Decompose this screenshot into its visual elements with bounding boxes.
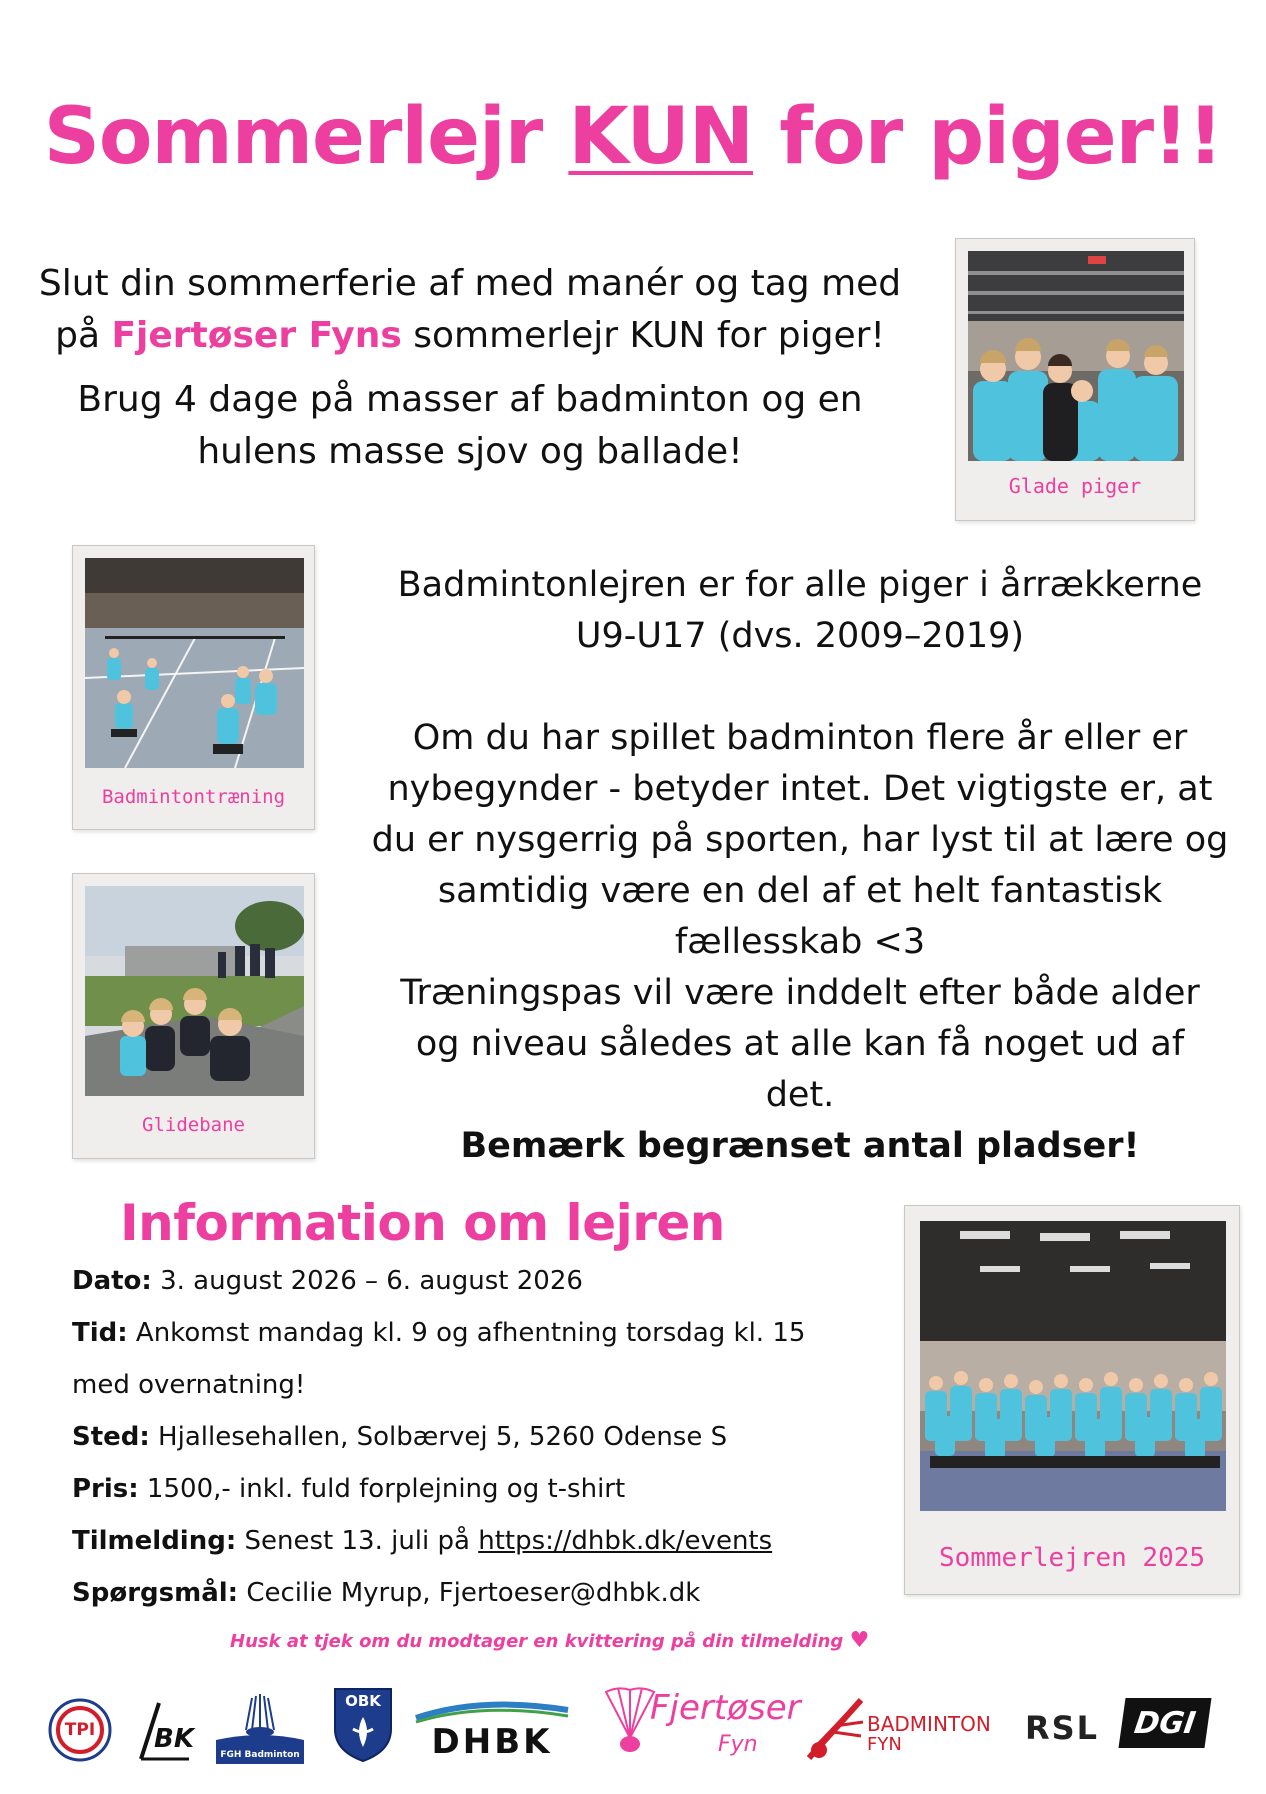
info-contact: Spørgsmål: Cecilie Myrup, Fjertoeser@dhbk.dk bbox=[72, 1578, 701, 1608]
club-name: Fjertøser Fyns bbox=[111, 315, 402, 356]
info-price: Pris: 1500,- inkl. fuld forplejning og t-shirt bbox=[72, 1474, 626, 1504]
intro-text: Slut din sommerferie af med manér og tag med på Fjertøser Fyns sommerlejr KUN for piger! Brug 4 dage på masser af badminton og en hulens masse sjov og ballade! bbox=[38, 263, 902, 472]
photo-glade-piger bbox=[955, 238, 1195, 521]
photo-caption: Glade piger bbox=[1008, 474, 1142, 498]
fjertoser-logo: Fjertøser Fyn bbox=[600, 1680, 780, 1770]
rsl-logo: RSL bbox=[1024, 1709, 1100, 1747]
reminder-text: Husk at tjek om du modtager en kvittering på din tilmelding ♥ bbox=[230, 1628, 870, 1653]
signup-link[interactable]: https://dhbk.dk/events bbox=[478, 1526, 773, 1556]
camp-description: Badmintonlejren er for alle piger i årrækkerne U9-U17 (dvs. 2009–2019) Om du har spillet badminton flere år eller er nybegynder - betyder intet. Det vigtigste er, at du er nysgerrig på sporten, har lyst til at lære og samtidig være en del af et helt fantastisk fællesskab <3 Træningspas vil være inddelt efter både alder og niveau således at alle kan få noget ud af det. Bemærk begrænset antal pladser! bbox=[350, 560, 1250, 1172]
tpi-logo: TPI bbox=[44, 1694, 116, 1766]
info-location: Sted: Hjallesehallen, Solbærvej 5, 5260 Odense S bbox=[72, 1422, 728, 1452]
club-logos bbox=[40, 1680, 1230, 1770]
obk-logo: OBK bbox=[330, 1684, 396, 1764]
lbk-logo: BK bbox=[132, 1698, 194, 1764]
info-list: Dato: 3. august 2026 – 6. august 2026 Tid: Ankomst mandag kl. 9 og afhentning torsdag kl. 15 med overnatning! Sted: Hjallesehallen, Solbærvej 5, 5260 Odense S Pris: 1500,- inkl. fuld forplejning og t-shirt Tilmelding: Senest 13. juli på https://dhbk.dk/events Spørgsmål: Cecilie Myrup, Fjertoeser@dhbk.dk bbox=[72, 1255, 892, 1619]
photo-caption: Glidebane bbox=[142, 1114, 245, 1136]
photo-sommerlejren-2025 bbox=[904, 1205, 1240, 1595]
capacity-notice: Bemærk begrænset antal pladser! bbox=[460, 1126, 1140, 1166]
heart-icon: ♥ bbox=[849, 1628, 870, 1653]
photo-caption: Sommerlejren 2025 bbox=[938, 1543, 1206, 1573]
fgh-logo: FGH Badminton bbox=[212, 1690, 308, 1766]
info-heading: Information om lejren bbox=[120, 1194, 725, 1252]
photo-caption: Badmintontræning bbox=[101, 786, 286, 808]
page-title: Sommerlejr KUN for piger!! bbox=[43, 92, 1223, 182]
badminton-fyn-logo: BADMINTON FYN bbox=[805, 1690, 1005, 1766]
dgi-logo: DGI bbox=[1118, 1698, 1211, 1748]
photo-badmintontraening bbox=[72, 545, 315, 830]
photo-glidebane bbox=[72, 873, 315, 1159]
info-date: Dato: 3. august 2026 – 6. august 2026 bbox=[72, 1266, 583, 1296]
info-time: Tid: Ankomst mandag kl. 9 og afhentning torsdag kl. 15 bbox=[72, 1318, 806, 1348]
dhbk-logo: DHBK bbox=[412, 1696, 572, 1762]
title-emphasis: KUN bbox=[568, 92, 754, 182]
intro-line: Slut din sommerferie af med manér og tag med bbox=[38, 263, 902, 304]
info-signup: Tilmelding: Senest 13. juli på https://dhbk.dk/events bbox=[72, 1526, 773, 1556]
